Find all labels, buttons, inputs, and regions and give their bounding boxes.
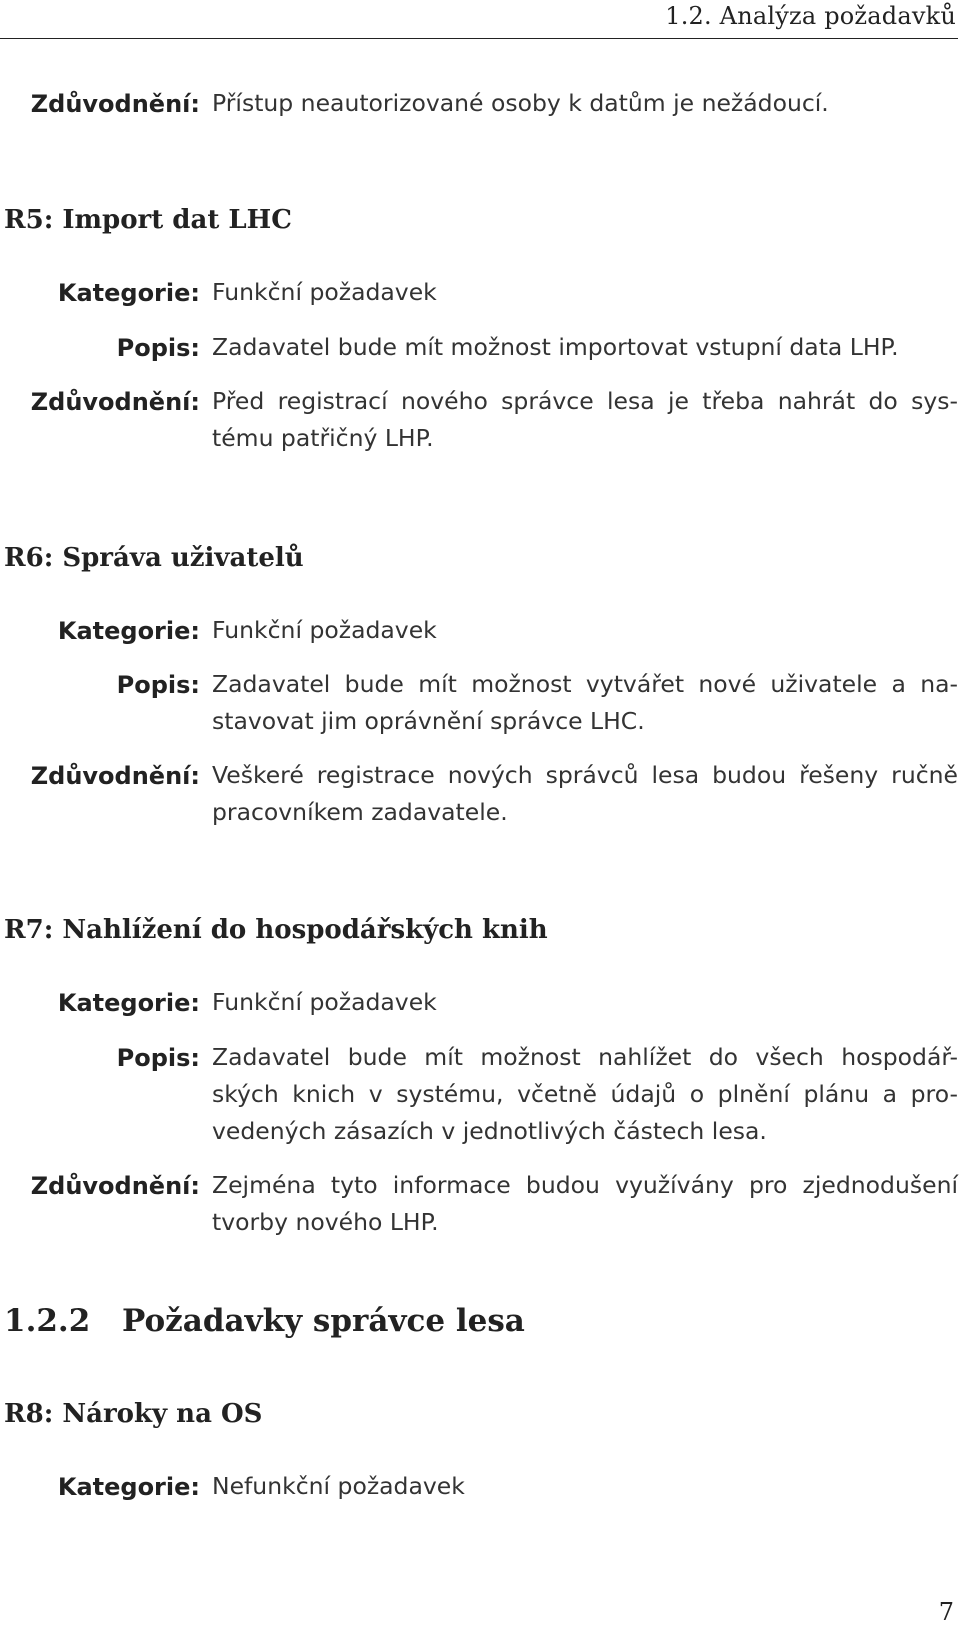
description-text: Zadavatel bude mít možnost vytvářet nové uživatele a na- stavovat jim oprávnění správce LHC.	[212, 670, 958, 735]
description-text: Zadavatel bude mít možnost importovat vstupní data LHP.	[212, 333, 899, 361]
category-label: Kategorie:	[57, 617, 200, 645]
description-label: Popis:	[116, 1044, 200, 1072]
running-header-title: 1.2. Analýza požadavků	[665, 2, 956, 30]
section-title: Požadavky správce lesa	[122, 1303, 525, 1339]
category-text: Nefunkční požadavek	[212, 1472, 465, 1500]
justification-label: Zdůvodnění:	[30, 1172, 200, 1200]
justification-text: Přístup neautorizované osoby k datům je nežádoucí.	[212, 89, 829, 117]
justification-label: Zdůvodnění:	[30, 762, 200, 790]
requirement-heading-r6: R6: Správa uživatelů	[4, 543, 304, 573]
category-text: Funkční požadavek	[212, 278, 437, 306]
category-label: Kategorie:	[57, 279, 200, 307]
justification-text: Před registrací nového správce lesa je třeba nahrát do sys- tému patřičný LHP.	[212, 387, 958, 452]
justification-label: Zdůvodnění:	[30, 388, 200, 416]
category-text: Funkční požadavek	[212, 616, 437, 644]
requirement-heading-r7: R7: Nahlížení do hospodářských knih	[4, 915, 548, 945]
requirement-heading-r8: R8: Nároky na OS	[4, 1399, 263, 1429]
description-label: Popis:	[116, 671, 200, 699]
description-label: Popis:	[116, 334, 200, 362]
justification-label: Zdůvodnění:	[30, 90, 200, 118]
section-number: 1.2.2	[4, 1303, 91, 1339]
section-heading	[4, 1301, 525, 1341]
description-text: Zadavatel bude mít možnost nahlížet do všech hospodář- ských knich v systému, včetně údajů o plnění plánu a pro- vedených zásazích v jednotlivých částech lesa.	[212, 1043, 958, 1145]
justification-text: Veškeré registrace nových správců lesa budou řešeny ručně pracovníkem zadavatele.	[212, 761, 958, 826]
justification-text: Zejména tyto informace budou využívány pro zjednodušení tvorby nového LHP.	[212, 1171, 958, 1236]
category-label: Kategorie:	[57, 1473, 200, 1501]
category-text: Funkční požadavek	[212, 988, 437, 1016]
page-number: 7	[938, 1598, 954, 1626]
running-header	[0, 0, 958, 39]
requirement-heading-r5: R5: Import dat LHC	[4, 205, 292, 235]
category-label: Kategorie:	[57, 989, 200, 1017]
